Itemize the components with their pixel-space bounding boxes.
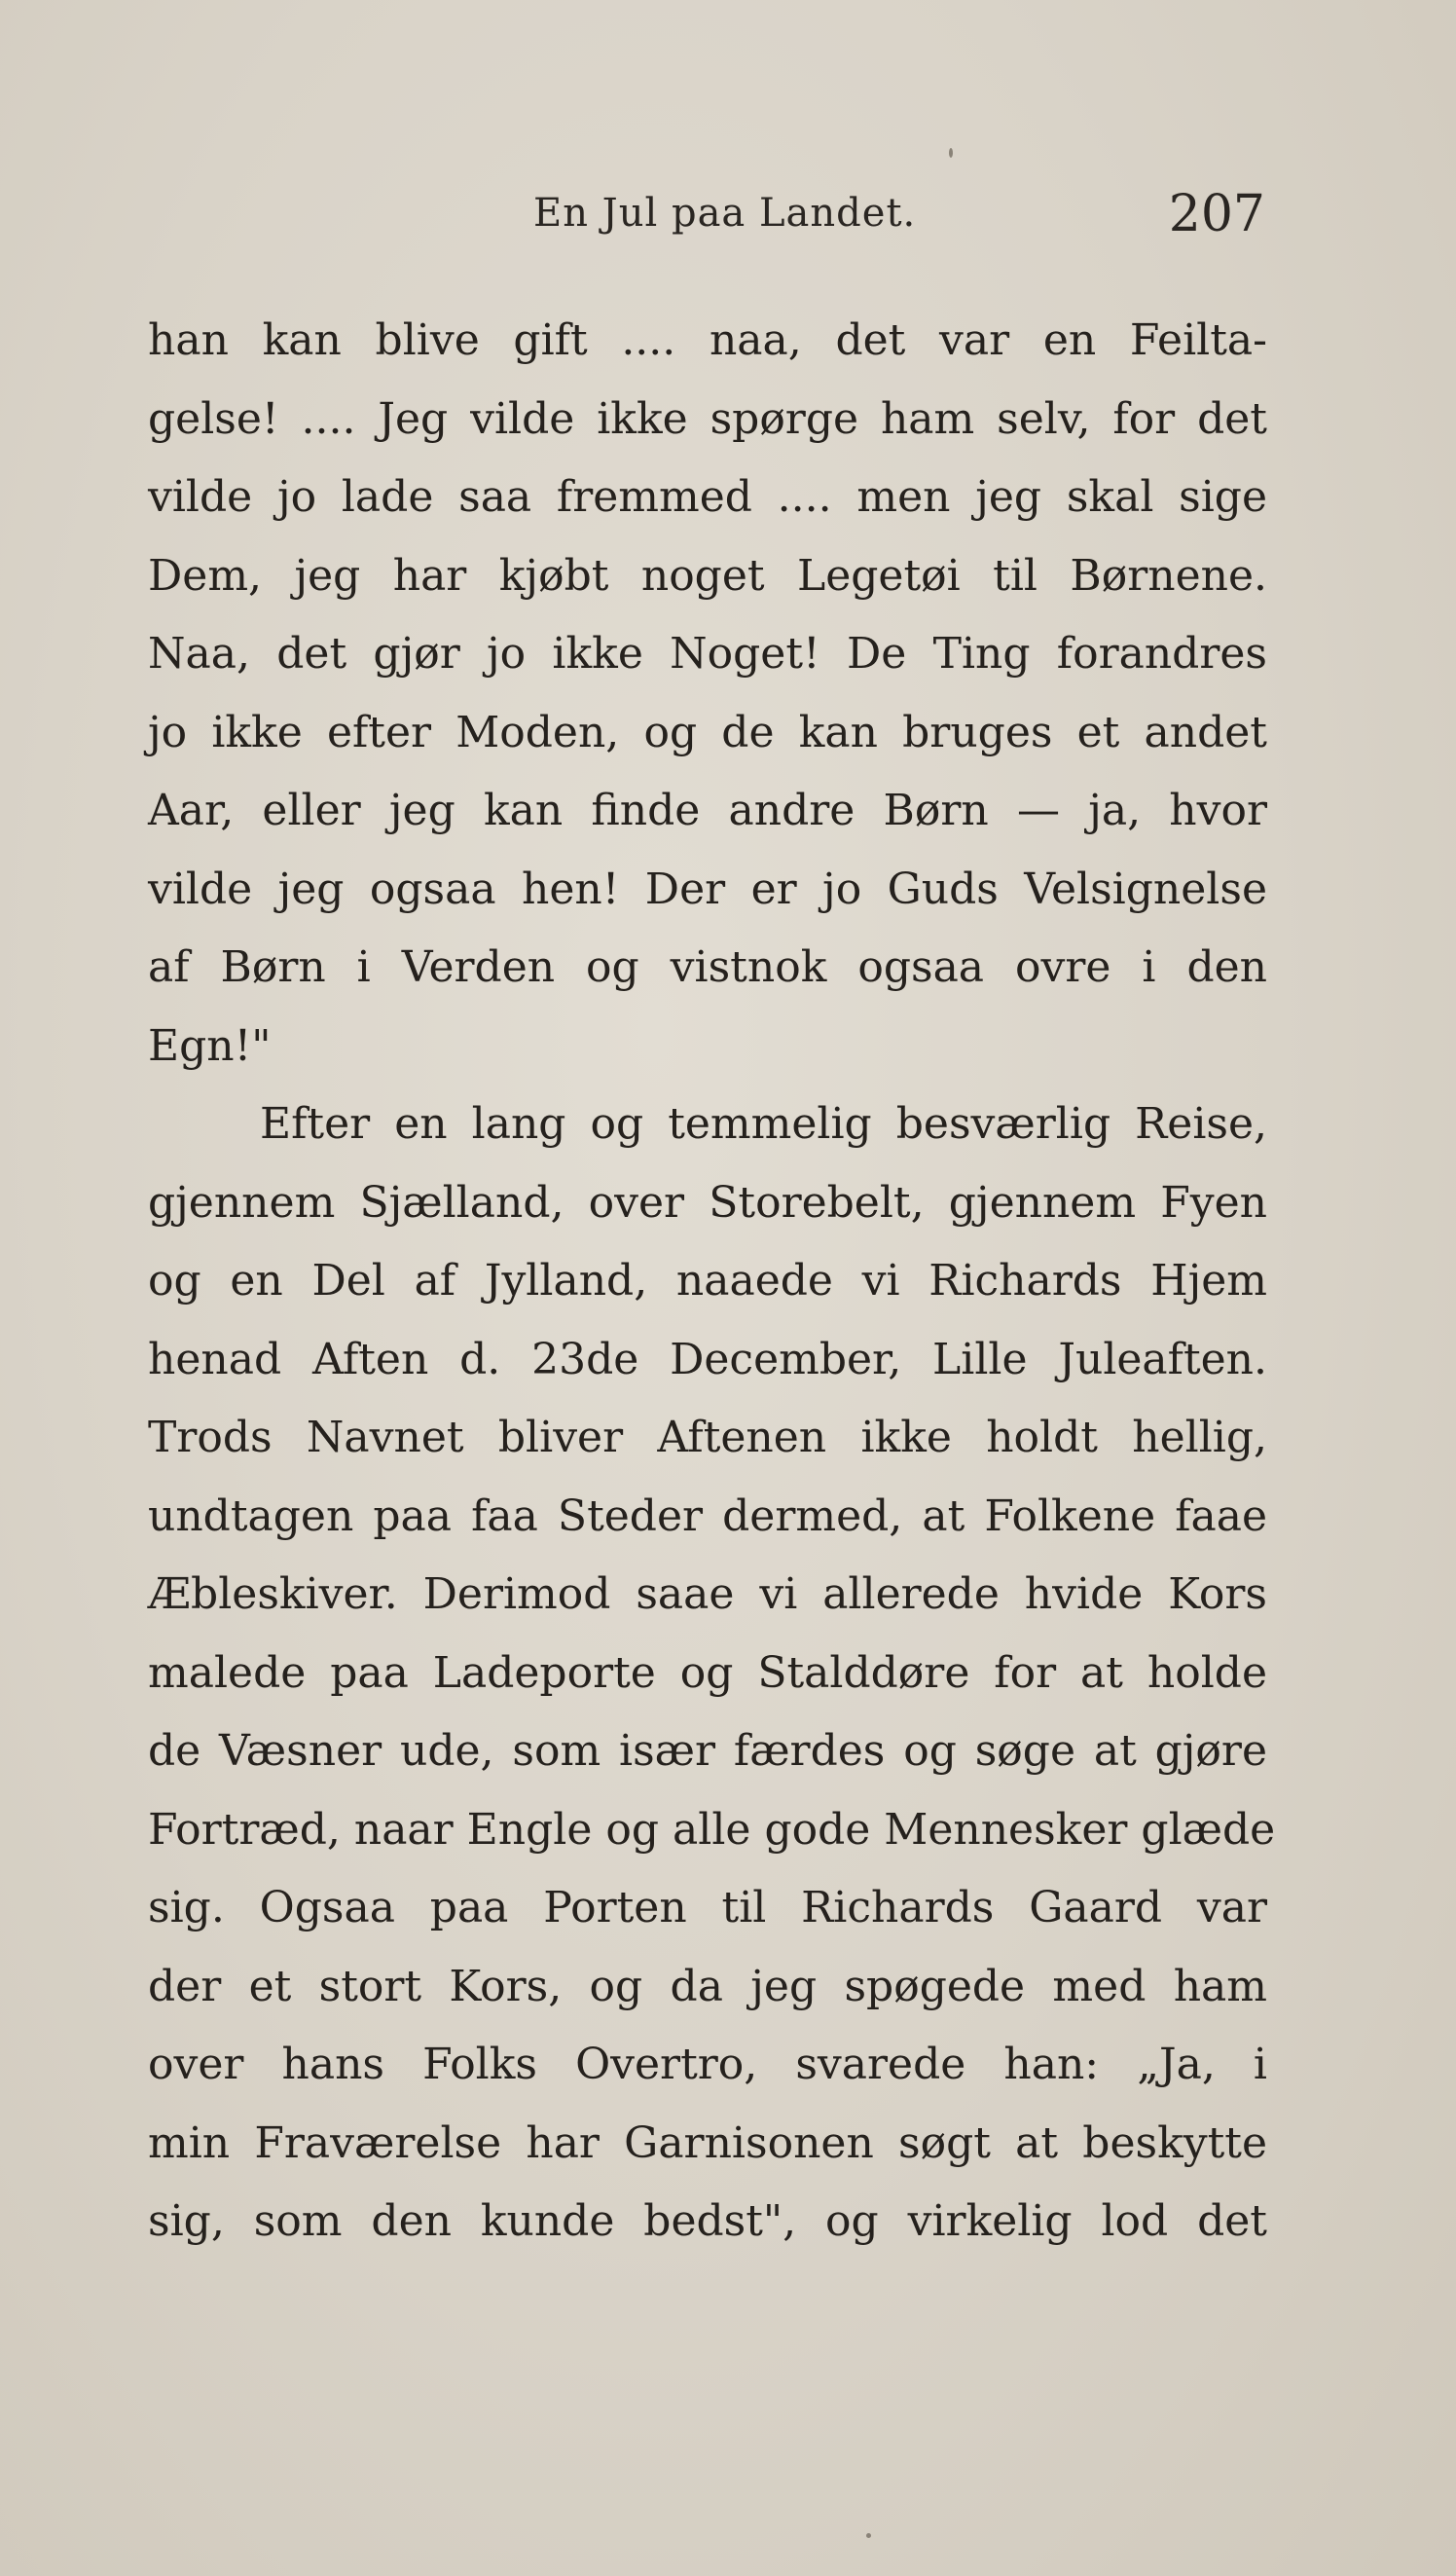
text-line: og en Del af Jylland, naaede vi Richards Hjem xyxy=(148,1256,1267,1306)
text-line: de Væsner ude, som især færdes og søge at gjøre xyxy=(148,1726,1267,1776)
text-line: Aar, eller jeg kan finde andre Børn — ja, hvor xyxy=(148,786,1267,835)
text-line: vilde jo lade saa fremmed .... men jeg skal sige xyxy=(148,472,1267,522)
paper-speck xyxy=(866,2533,871,2538)
text-line: henad Aften d. 23de December, Lille Juleaften. xyxy=(148,1334,1267,1384)
text-line: malede paa Ladeporte og Stalddøre for at holde xyxy=(148,1647,1267,1698)
text-line: over hans Folks Overtro, svarede han: „Ja, i xyxy=(148,2040,1267,2089)
text-line: af Børn i Verden og vistnok ogsaa ovre i den xyxy=(148,942,1267,992)
text-line: der et stort Kors, og da jeg spøgede med ham xyxy=(148,1961,1267,2011)
text-line: vilde jeg ogsaa hen! Der er jo Guds Velsignelse xyxy=(148,864,1267,914)
running-title: En Jul paa Landet. xyxy=(533,191,917,236)
text-line: Dem, jeg har kjøbt noget Legetøi til Børnene. xyxy=(148,550,1267,601)
paper-speck xyxy=(949,148,953,158)
text-line: gelse! .... Jeg vilde ikke spørge ham selv, for det xyxy=(148,393,1267,444)
text-line: Fortræd, naar Engle og alle gode Mennesker glæde xyxy=(148,1804,1276,1855)
text-line: min Fraværelse har Garnisonen søgt at beskytte xyxy=(148,2117,1267,2168)
text-line: gjennem Sjælland, over Storebelt, gjennem Fyen xyxy=(148,1177,1267,1228)
paragraph-start-line: Efter en lang og temmelig besværlig Reise, xyxy=(260,1099,1267,1149)
text-line: Naa, det gjør jo ikke Noget! De Ting forandres xyxy=(148,629,1267,679)
page-number: 207 xyxy=(1168,185,1265,243)
text-line: jo ikke efter Moden, og de kan bruges et andet xyxy=(148,707,1267,757)
running-head xyxy=(0,185,1456,263)
text-line: han kan blive gift .... naa, det var en Feilta- xyxy=(148,315,1267,365)
text-line: sig, som den kunde bedst", og virkelig lod det xyxy=(148,2196,1267,2246)
text-line: sig. Ogsaa paa Porten til Richards Gaard var xyxy=(148,1883,1267,1932)
body-text xyxy=(148,302,1276,2262)
text-line: Trods Navnet bliver Aftenen ikke holdt hellig, xyxy=(148,1413,1267,1462)
text-line: Egn!" xyxy=(148,1020,272,1071)
text-line: Æbleskiver. Derimod saae vi allerede hvide Kors xyxy=(148,1569,1267,1619)
text-line: undtagen paa faa Steder dermed, at Folkene faae xyxy=(148,1490,1267,1541)
